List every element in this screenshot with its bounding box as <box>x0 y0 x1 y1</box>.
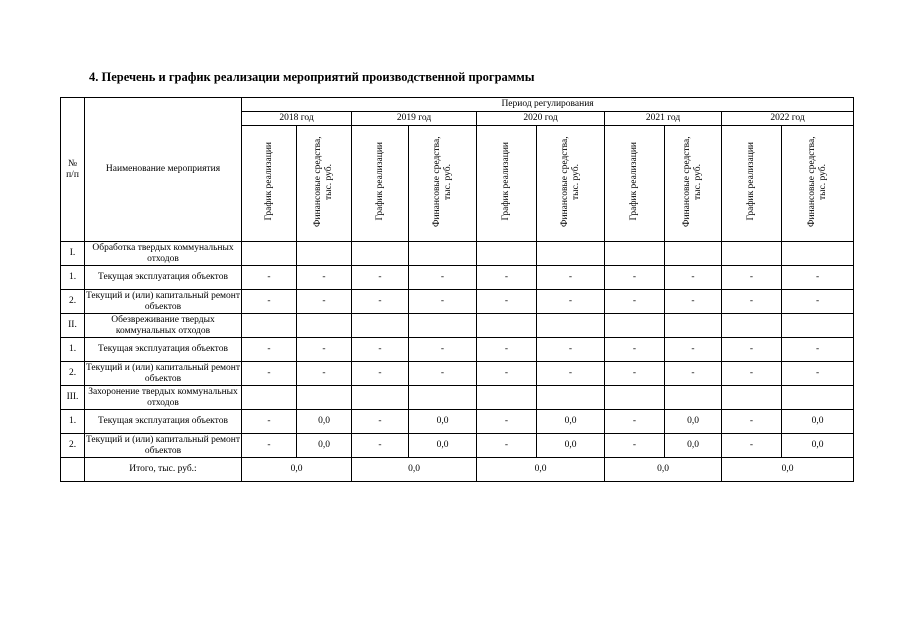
cell-value: 0,0 <box>297 410 352 434</box>
table-row <box>61 410 854 434</box>
cell-value: - <box>722 410 782 434</box>
cell-value: 0,0 <box>409 410 477 434</box>
cell-value <box>605 386 665 410</box>
header-schedule <box>605 126 665 242</box>
total-value: 0,0 <box>477 458 605 482</box>
cell-value: 0,0 <box>537 410 605 434</box>
row-name: Текущий и (или) капитальный ремонт объектов <box>85 290 241 312</box>
cell-value: - <box>297 338 352 362</box>
cell-value <box>665 314 722 338</box>
row-num: 1. <box>61 266 85 290</box>
cell-value: - <box>605 290 665 314</box>
cell-value: - <box>409 362 477 386</box>
total-value: 0,0 <box>242 458 352 482</box>
header-year: 2022 год <box>722 112 854 126</box>
section-row <box>61 242 854 266</box>
section-row <box>61 386 854 410</box>
cell-value <box>605 314 665 338</box>
cell-value: - <box>782 266 854 290</box>
cell-value: - <box>722 290 782 314</box>
cell-value <box>352 314 409 338</box>
table-row <box>61 362 854 386</box>
header-col-label: Финансовые средства, тыс. руб. <box>559 136 581 227</box>
cell-value <box>352 386 409 410</box>
cell-value: - <box>605 362 665 386</box>
header-col-label: Финансовые средства, тыс. руб. <box>682 136 703 227</box>
cell-value: - <box>242 338 297 362</box>
cell-value <box>537 242 605 266</box>
cell-value <box>782 386 854 410</box>
cell-value: - <box>665 362 722 386</box>
cell-value: - <box>537 290 605 314</box>
table-row <box>61 338 854 362</box>
cell-value: 0,0 <box>537 434 605 458</box>
row-num: 1. <box>61 338 85 362</box>
cell-value: - <box>722 266 782 290</box>
cell-value <box>352 242 409 266</box>
row-name: Текущая эксплуатация объектов <box>85 338 242 362</box>
cell-value: - <box>537 266 605 290</box>
table-row <box>61 290 854 314</box>
cell-value: - <box>477 290 537 314</box>
cell-value: - <box>242 266 297 290</box>
header-col-label: График реализации <box>501 142 511 221</box>
table-row <box>61 434 854 458</box>
cell-value <box>665 242 722 266</box>
cell-value: - <box>722 434 782 458</box>
header-finance <box>782 126 854 242</box>
cell-value: - <box>537 338 605 362</box>
row-num: II. <box>61 314 85 338</box>
cell-value: - <box>477 362 537 386</box>
cell-value: - <box>782 338 854 362</box>
cell-value: - <box>605 266 665 290</box>
cell-value <box>782 314 854 338</box>
cell-value <box>477 242 537 266</box>
cell-value <box>537 386 605 410</box>
header-col-label: График реализации <box>746 142 756 221</box>
header-name-label: Наименование мероприятия <box>105 164 221 174</box>
header-year: 2020 год <box>477 112 605 126</box>
cell-value: - <box>242 362 297 386</box>
header-finance <box>297 126 352 242</box>
cell-value: - <box>297 266 352 290</box>
cell-value <box>242 314 297 338</box>
cell-value: - <box>242 410 297 434</box>
header-finance <box>665 126 722 242</box>
cell-value: - <box>605 338 665 362</box>
row-name: Текущая эксплуатация объектов <box>85 266 242 290</box>
cell-value: 0,0 <box>409 434 477 458</box>
header-finance <box>537 126 605 242</box>
cell-value: - <box>409 338 477 362</box>
header-num-label: № п/п <box>66 158 79 180</box>
header-finance <box>409 126 477 242</box>
cell-value: 0,0 <box>782 410 854 434</box>
cell-value <box>722 314 782 338</box>
header-col-label: Финансовые средства, тыс. руб. <box>431 136 453 227</box>
cell-value: - <box>352 338 409 362</box>
header-col-label: Финансовые средства, тыс. руб. <box>313 136 334 227</box>
cell-value: - <box>477 410 537 434</box>
cell-value: - <box>782 290 854 314</box>
total-value: 0,0 <box>605 458 722 482</box>
row-num: 1. <box>61 410 85 434</box>
cell-value <box>665 386 722 410</box>
header-schedule <box>722 126 782 242</box>
row-name: Обезвреживание твердых коммунальных отходов <box>85 314 242 338</box>
cell-value: - <box>352 266 409 290</box>
cell-value: - <box>297 290 352 314</box>
page-title: 4. Перечень и график реализации мероприятий производственной программы <box>89 70 535 84</box>
row-name: Текущий и (или) капитальный ремонт объектов <box>85 362 241 384</box>
cell-value: - <box>722 362 782 386</box>
row-num: 2. <box>61 434 85 458</box>
cell-value: - <box>409 290 477 314</box>
cell-value <box>242 242 297 266</box>
cell-value <box>297 386 352 410</box>
header-schedule <box>242 126 297 242</box>
cell-value <box>242 386 297 410</box>
row-name: Текущая эксплуатация объектов <box>85 410 242 434</box>
cell-value <box>722 242 782 266</box>
cell-value: 0,0 <box>665 410 722 434</box>
total-num <box>61 458 85 482</box>
row-num: III. <box>61 386 85 410</box>
cell-value: - <box>477 266 537 290</box>
row-num: I. <box>61 242 85 266</box>
cell-value: - <box>665 338 722 362</box>
cell-value: - <box>665 266 722 290</box>
cell-value <box>477 386 537 410</box>
header-year: 2018 год <box>242 112 352 126</box>
cell-value: - <box>477 434 537 458</box>
total-value: 0,0 <box>352 458 477 482</box>
header-schedule <box>477 126 537 242</box>
row-num: 2. <box>61 290 85 314</box>
cell-value <box>409 386 477 410</box>
header-year: 2021 год <box>605 112 722 126</box>
header-name <box>85 98 242 242</box>
cell-value: 0,0 <box>297 434 352 458</box>
header-schedule <box>352 126 409 242</box>
cell-value: - <box>242 434 297 458</box>
cell-value: - <box>352 410 409 434</box>
cell-value <box>605 242 665 266</box>
cell-value: - <box>242 290 297 314</box>
total-row <box>61 458 854 482</box>
row-name: Текущий и (или) капитальный ремонт объектов <box>85 434 241 456</box>
cell-value: - <box>782 362 854 386</box>
cell-value <box>782 242 854 266</box>
cell-value: 0,0 <box>782 434 854 458</box>
cell-value: - <box>605 434 665 458</box>
cell-value <box>537 314 605 338</box>
cell-value: - <box>352 434 409 458</box>
total-value: 0,0 <box>722 458 854 482</box>
cell-value <box>409 242 477 266</box>
total-label: Итого, тыс. руб.: <box>85 458 242 482</box>
header-col-label: График реализации <box>629 142 639 221</box>
cell-value <box>477 314 537 338</box>
cell-value: - <box>722 338 782 362</box>
cell-value <box>409 314 477 338</box>
row-name: Обработка твердых коммунальных отходов <box>85 242 242 266</box>
cell-value: - <box>477 338 537 362</box>
header-period: Период регулирования <box>242 98 854 112</box>
cell-value: - <box>605 410 665 434</box>
header-col-label: График реализации <box>374 142 385 221</box>
header-year: 2019 год <box>352 112 477 126</box>
header-col-label: График реализации <box>263 142 274 221</box>
cell-value: - <box>537 362 605 386</box>
header-col-label: Финансовые средства, тыс. руб. <box>806 136 828 227</box>
cell-value <box>297 242 352 266</box>
cell-value: - <box>665 290 722 314</box>
cell-value: - <box>297 362 352 386</box>
header-num <box>61 98 85 242</box>
cell-value: - <box>352 290 409 314</box>
cell-value: - <box>409 266 477 290</box>
table-row <box>61 266 854 290</box>
cell-value <box>297 314 352 338</box>
row-num: 2. <box>61 362 85 386</box>
cell-value: - <box>352 362 409 386</box>
cell-value <box>722 386 782 410</box>
program-table <box>60 97 854 482</box>
section-row <box>61 314 854 338</box>
cell-value: 0,0 <box>665 434 722 458</box>
row-name: Захоронение твердых коммунальных отходов <box>85 386 242 410</box>
